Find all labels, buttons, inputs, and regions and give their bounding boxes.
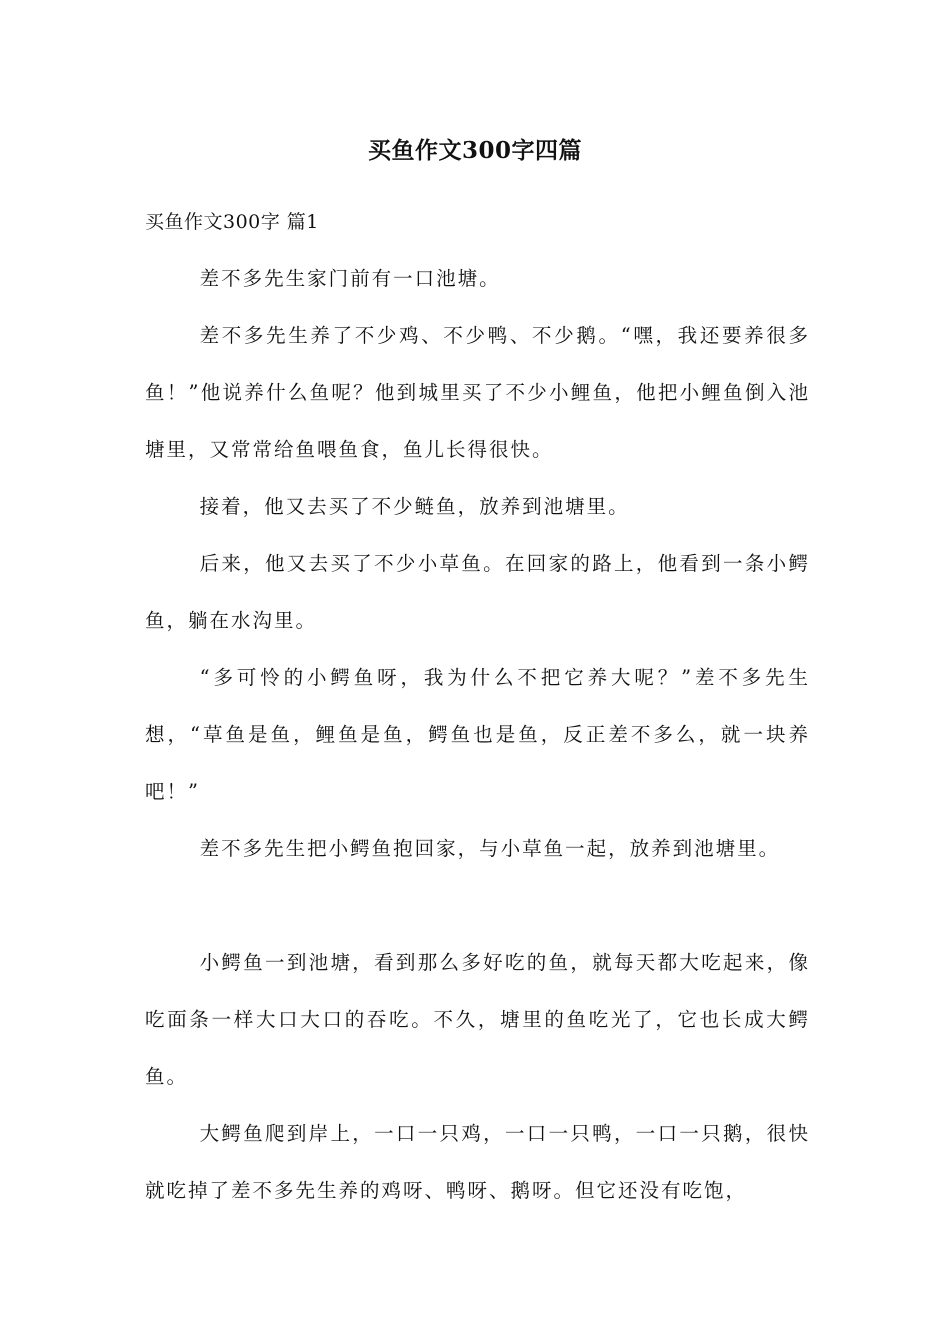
paragraph: 差不多先生家门前有一口池塘。 [199,267,501,290]
document-body [145,250,810,1219]
paragraph: 接着，他又去买了不少鲢鱼，放养到池塘里。 [199,495,630,518]
document-title: 买鱼作文300字四篇 [367,137,582,164]
paragraph: 差不多先生把小鳄鱼抱回家，与小草鱼一起，放养到池塘里。 [199,837,781,860]
paragraph: “多可怜的小鳄鱼呀，我为什么不把它养大呢？”差不多先生想，“草鱼是鱼，鲤鱼是鱼，鳄鱼也是鱼，反正差不多么，就一块养吧！” [145,666,810,803]
paragraph: 大鳄鱼爬到岸上，一口一只鸡，一口一只鸭，一口一只鹅，很快就吃掉了差不多先生养的鸡呀、鸭呀、鹅呀。但它还没有吃饱， [145,1122,810,1202]
paragraph: 小鳄鱼一到池塘，看到那么多好吃的鱼，就每天都大吃起来，像吃面条一样大口大口的吞吃。不久，塘里的鱼吃光了，它也长成大鳄鱼。 [145,951,810,1088]
paragraph: 后来，他又去买了不少小草鱼。在回家的路上，他看到一条小鳄鱼，躺在水沟里。 [145,552,810,632]
section-heading: 买鱼作文300字 篇1 [145,211,319,233]
paragraph: 差不多先生养了不少鸡、不少鸭、不少鹅。“嘿，我还要养很多鱼！”他说养什么鱼呢？他到城里买了不少小鲤鱼，他把小鲤鱼倒入池塘里，又常常给鱼喂鱼食，鱼儿长得很快。 [145,324,810,461]
